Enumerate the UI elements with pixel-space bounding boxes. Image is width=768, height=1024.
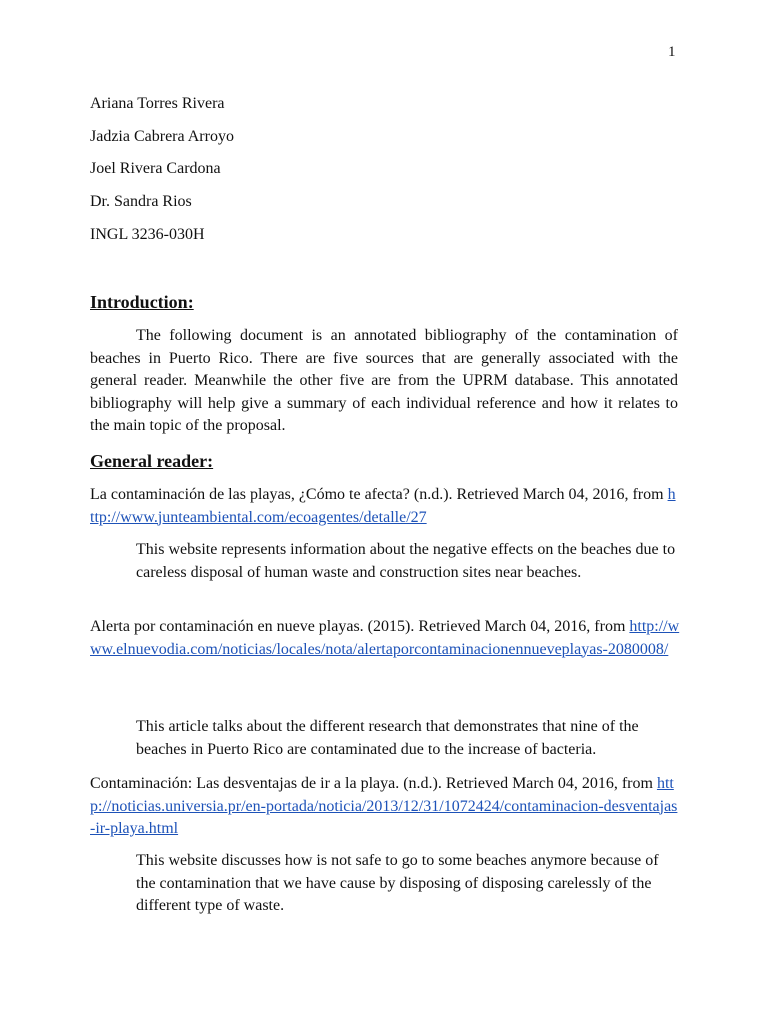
citation-link[interactable]: http://www.elnuevodia.com/noticias/locales/nota/alertaporcontaminacionennueveplayas-2080008/ xyxy=(90,618,680,658)
citation-text: Alerta por contaminación en nueve playas. (2015). Retrieved March 04, 2016, from xyxy=(90,618,630,635)
annotation-1: This website represents information about the negative effects on the beaches due to careless disposal of human waste and construction sites near beaches. xyxy=(136,541,676,581)
page-number: 1 xyxy=(668,44,676,60)
introduction-paragraph: The following document is an annotated bibliography of the contamination of beaches in Puerto Rico. There are five sources that are generally associated with the general reader. Meanwhile the other five are from the UPRM database. This annotated bibliography will help give a summary of each individual reference and how it relates to the main topic of the proposal. xyxy=(90,327,678,434)
instructor-name: Dr. Sandra Rios xyxy=(90,193,192,210)
citation-text: Contaminación: Las desventajas de ir a la playa. (n.d.). Retrieved March 04, 2016, from xyxy=(90,775,657,792)
citation-link[interactable]: http://noticias.universia.pr/en-portada/noticia/2013/12/31/1072424/contaminacion-desventajas-ir-playa.html xyxy=(90,775,678,837)
author-name-2: Jadzia Cabrera Arroyo xyxy=(90,128,234,145)
bibliography-entry-2 xyxy=(90,616,680,661)
bibliography-entry-1 xyxy=(90,484,680,529)
annotation-2: This article talks about the different research that demonstrates that nine of the beaches in Puerto Rico are contaminated due to the increase of bacteria. xyxy=(136,718,639,758)
introduction-heading: Introduction: xyxy=(90,292,194,312)
author-name-3: Joel Rivera Cardona xyxy=(90,160,221,177)
citation-link[interactable]: http://www.junteambiental.com/ecoagentes/detalle/27 xyxy=(90,486,676,526)
bibliography-entry-3 xyxy=(90,773,680,841)
author-name-1: Ariana Torres Rivera xyxy=(90,95,225,112)
course-code: INGL 3236-030H xyxy=(90,226,205,243)
citation-text: La contaminación de las playas, ¿Cómo te afecta? (n.d.). Retrieved March 04, 2016, from xyxy=(90,486,668,503)
general-reader-heading: General reader: xyxy=(90,451,214,471)
annotation-3: This website discusses how is not safe to go to some beaches anymore because of the contamination that we have cause by disposing of disposing carelessly of the different type of waste. xyxy=(136,852,659,914)
